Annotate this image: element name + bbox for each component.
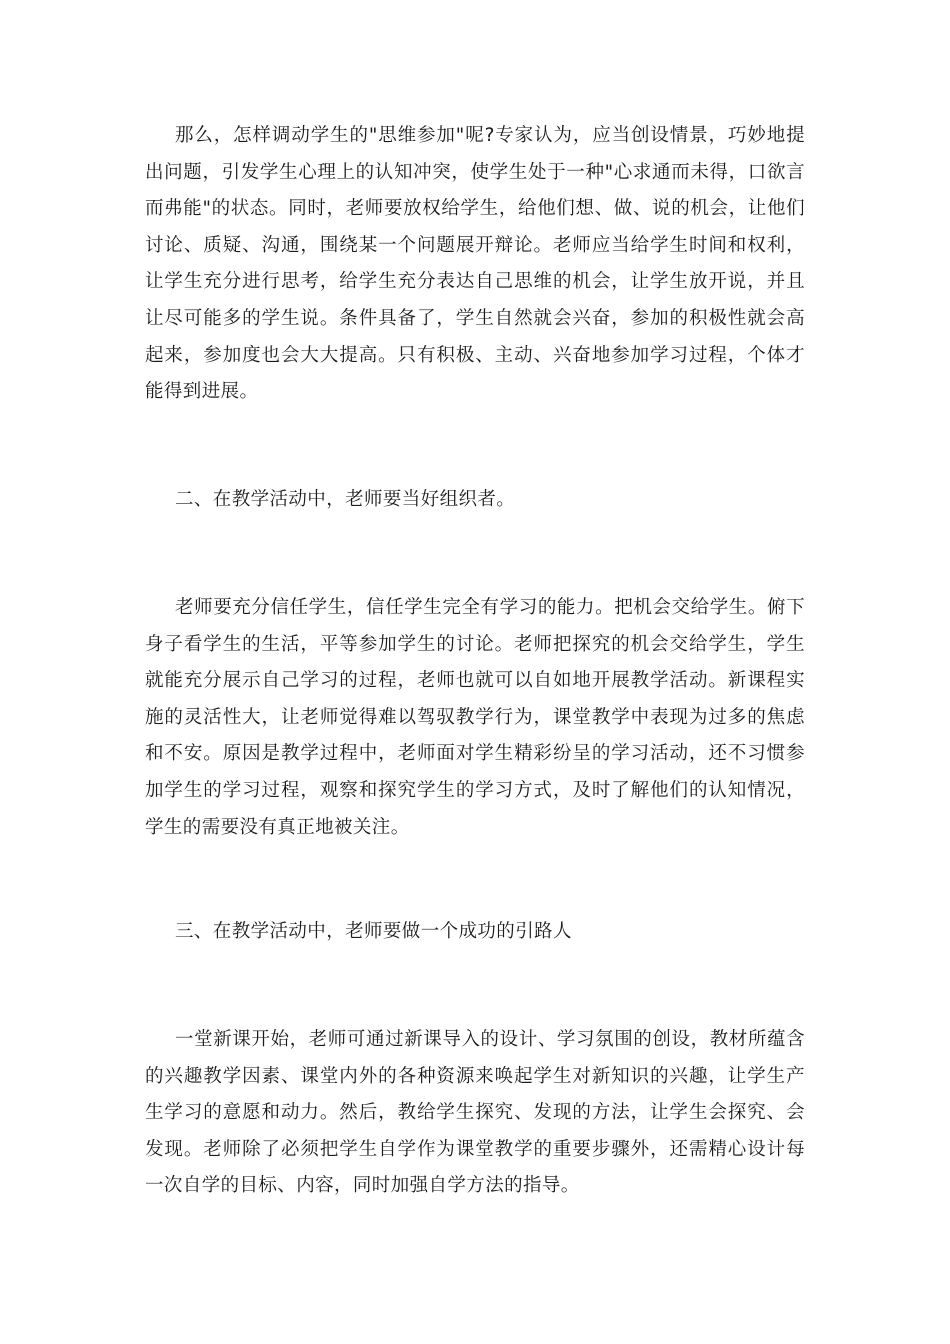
section-heading: 三、在教学活动中，老师要做一个成功的引路人: [175, 921, 572, 942]
body-paragraph: 那么，怎样调动学生的"思维参加"呢?专家认为，应当创设情景，巧妙地提出问题，引发学生心理上的认知冲突，使学生处于一种"心求通而未得，口欲言而弗能"的状态。同时，老师要放权给学生，给他们想、做、说的机会，让他们讨论、质疑、沟通，围绕某一个问题展开辩论。老师应当给学生时间和权利，让学生充分进行思考，给学生充分表达自己思维的机会，让学生放开说，并且让尽可能多的学生说。条件具备了，学生自然就会兴奋，参加的积极性就会高起来，参加度也会大大提高。只有积极、主动、兴奋地参加学习过程，个体才能得到进展。: [145, 125, 805, 403]
body-paragraph: 一堂新课开始，老师可通过新课导入的设计、学习氛围的创设，教材所蕴含的兴趣教学因素、课堂内外的各种资源来唤起学生对新知识的兴趣，让学生产生学习的意愿和动力。然后，教给学生探究、发现的方法，让学生会探究、会发现。老师除了必须把学生自学作为课堂教学的重要步骤外，还需精心设计每一次自学的目标、内容，同时加强自学方法的指导。: [145, 1029, 805, 1197]
section-heading: 二、在教学活动中，老师要当好组织者。: [175, 489, 516, 510]
body-paragraph: 老师要充分信任学生，信任学生完全有学习的能力。把机会交给学生。俯下身子看学生的生活，平等参加学生的讨论。老师把探究的机会交给学生，学生就能充分展示自己学习的过程，老师也就可以自如地开展教学活动。新课程实施的灵活性大，让老师觉得难以驾驭教学行为，课堂教学中表现为过多的焦虑和不安。原因是教学过程中，老师面对学生精彩纷呈的学习活动，还不习惯参加学生的学习过程，观察和探究学生的学习方式，及时了解他们的认知情况，学生的需要没有真正地被关注。: [145, 597, 805, 838]
